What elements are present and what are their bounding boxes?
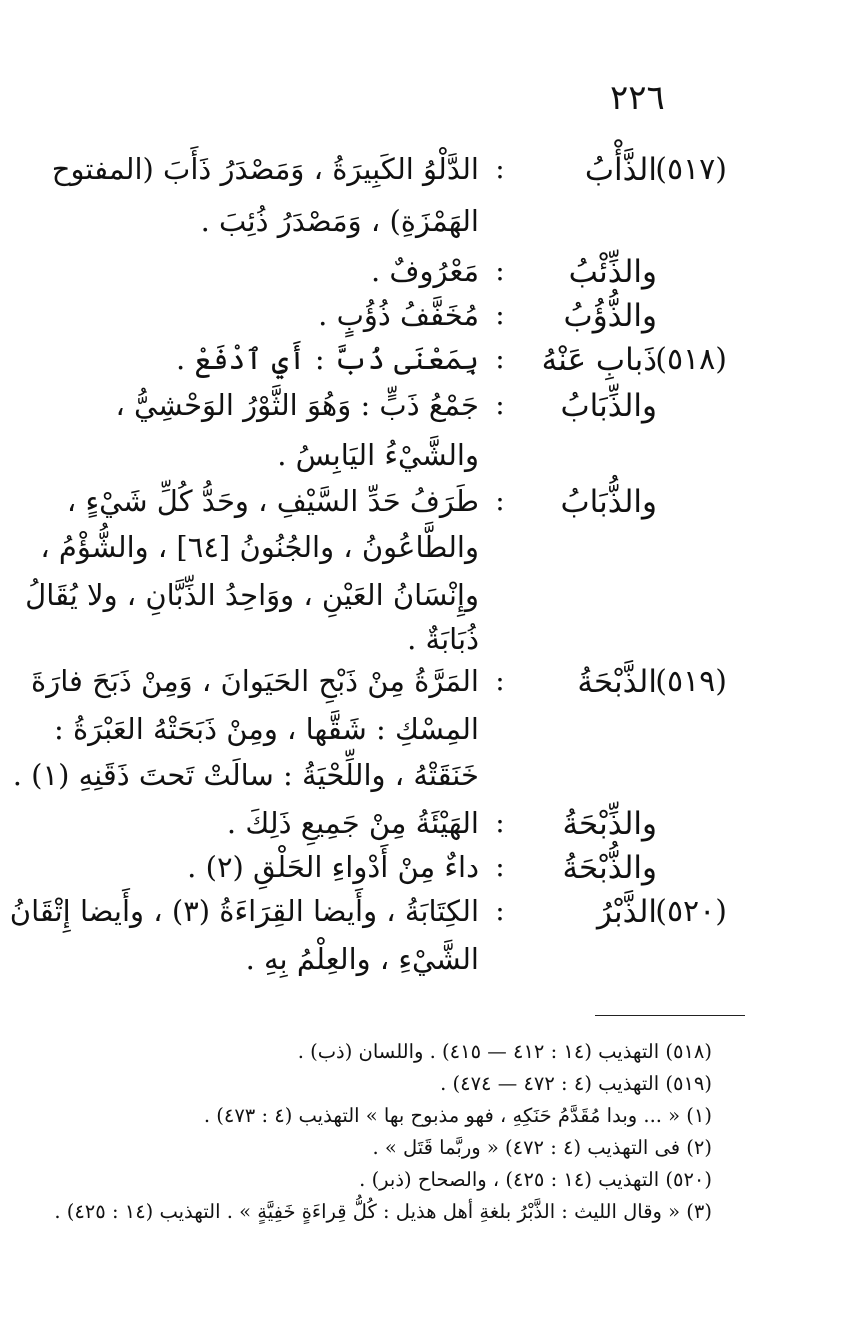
footnote-separator-rule [595, 1015, 745, 1016]
headword: ذَبابِ عَنْهُ [541, 342, 657, 378]
headword: والذِّئْبُ [568, 254, 657, 290]
dictionary-entry [0, 484, 867, 532]
definition-line: المِسْكِ : شَقَّها ، ومِنْ ذَبَحَتْهُ العَبْرَةُ : [53, 712, 479, 746]
definition-line: ذُبَابَةٌ . [407, 622, 479, 656]
definition-line: الهَيْئَةُ مِنْ جَمِيعِ ذَلِكَ . [226, 806, 479, 840]
footnote: (٥٢٠) التهذيب (١٤ : ٤٢٥) ، والصحاح (ذبر) . [359, 1168, 712, 1191]
definition-line: جَمْعُ ذَبٍّ : وَهُوَ الثَّوْرُ الوَحْشِيُّ ، [115, 388, 479, 422]
headword: والذِّبَابُ [560, 388, 657, 424]
definition-line: طَرَفُ حَدِّ السَّيْفِ ، وحَدُّ كُلِّ شَيْءٍ ، [66, 484, 479, 518]
headword: والذِّبْحَةُ [562, 806, 657, 842]
entry-number: (٥١٨) [655, 342, 727, 377]
headword: والذُّؤُبُ [563, 298, 657, 334]
dictionary-entry [0, 850, 867, 898]
dictionary-entry [0, 298, 867, 346]
entry-number: (٥٢٠) [655, 894, 727, 929]
definition-continuation [0, 438, 867, 486]
footnote: (٣) « وقال الليث : الذَّبْرُ بلغةِ أهل هذيل : كُلُّ قِراءَةٍ خَفِيَّةٍ » . التهذيب (١٤ : ٤٢٥) . [54, 1200, 712, 1223]
definition-continuation [0, 530, 867, 578]
definition-line: داءٌ مِنْ أَدْواءِ الحَلْقِ (٢) . [187, 850, 479, 884]
colon-separator: : [495, 254, 505, 287]
colon-separator: : [495, 484, 505, 517]
definition-line: وإِنْسَانُ العَيْنِ ، ووَاحِدُ الذِّبَّانِ ، ولا يُقَالُ [25, 578, 479, 612]
headword: الذَّبْرُ [596, 894, 657, 930]
definition-line: الدَّلْوُ الكَبِيرَةُ ، وَمَصْدَرُ ذَأَبَ (المفتوح [51, 152, 479, 186]
definition-line: مُخَفَّفُ ذُؤُبٍ . [318, 298, 479, 332]
definition-line: والطَّاعُونُ ، والجُنُونُ [٦٤] ، والشُّؤْمُ ، [40, 530, 479, 564]
footnote: (٢) فى التهذيب (٤ : ٤٧٢) « وربَّما قَتَل » . [372, 1136, 712, 1159]
footnote: (١) « ... وبدا مُقَدَّمُ حَنَكِهِ ، فهو مذبوح بها » التهذيب (٤ : ٤٧٣) . [203, 1104, 712, 1127]
definition-line: والشَّيْءُ اليَابِسُ . [277, 438, 479, 472]
footnote: (٥١٩) التهذيب (٤ : ٤٧٢ — ٤٧٤) . [440, 1072, 712, 1095]
definition-continuation [0, 578, 867, 626]
headword: والذُّبَابُ [560, 484, 657, 520]
colon-separator: : [495, 806, 505, 839]
definition-continuation [0, 712, 867, 760]
entry-number: (٥١٧) [655, 152, 727, 187]
colon-separator: : [495, 342, 505, 375]
colon-separator: : [495, 152, 505, 185]
colon-separator: : [495, 388, 505, 421]
page-number: ٢٢٦ [610, 78, 665, 118]
definition-line: المَرَّةُ مِنْ ذَبْحِ الحَيَوانَ ، وَمِنْ ذَبَحَ فارَةَ [31, 664, 479, 698]
dictionary-entry [0, 806, 867, 854]
definition-line: خَنَقَتْهُ ، واللِّحْيَةُ : سالَتْ تَحتَ ذَقَنِهِ (١) . [12, 758, 479, 792]
dictionary-entry [0, 254, 867, 302]
headword: الذَّأْبُ [584, 152, 657, 188]
colon-separator: : [495, 850, 505, 883]
definition-continuation [0, 204, 867, 252]
colon-separator: : [495, 298, 505, 331]
footnote: (٥١٨) التهذيب (١٤ : ٤١٢ — ٤١٥) . واللسان (ذب) . [297, 1040, 712, 1063]
dictionary-entry [0, 894, 867, 942]
dictionary-entry [0, 664, 867, 712]
colon-separator: : [495, 664, 505, 697]
definition-line: الكِتَابَةُ ، وأَيضا القِرَاءَةُ (٣) ، وأَيضا إِتْقَانُ [9, 894, 479, 928]
definition-continuation [0, 942, 867, 990]
definition-continuation [0, 622, 867, 670]
headword: الذَّبْحَةُ [577, 664, 657, 700]
headword: والذُّبْحَةُ [562, 850, 657, 886]
definition-line: بِمَعْنَى ذُبَّ : أَيِ ٱدْفَعْ . [176, 342, 479, 376]
definition-line: مَعْرُوفٌ . [370, 254, 479, 288]
dictionary-entry [0, 152, 867, 200]
entry-number: (٥١٩) [655, 664, 727, 699]
dictionary-entry [0, 342, 867, 390]
colon-separator: : [495, 894, 505, 927]
definition-line: الهَمْزَةِ) ، وَمَصْدَرُ ذُئِبَ . [200, 204, 479, 238]
definition-continuation [0, 758, 867, 806]
definition-line: الشَّيْءِ ، والعِلْمُ بِهِ . [245, 942, 479, 976]
dictionary-entry [0, 388, 867, 436]
